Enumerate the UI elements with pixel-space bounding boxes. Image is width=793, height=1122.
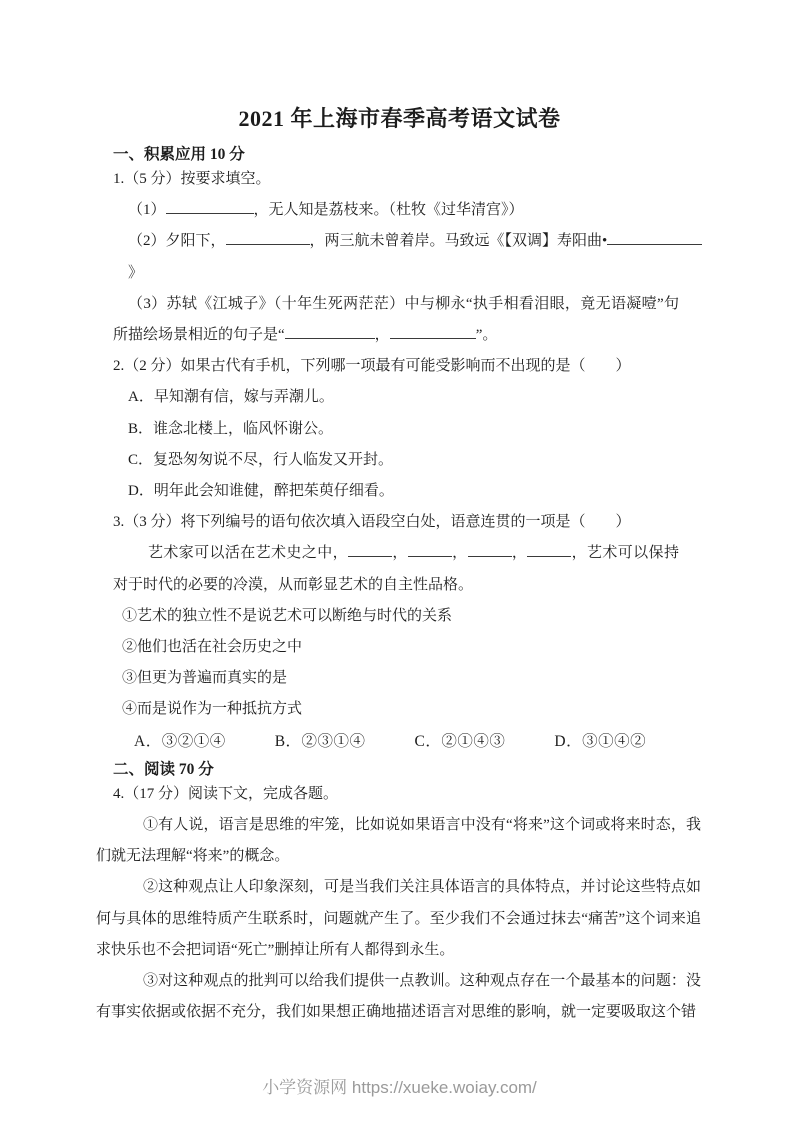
q3-passage-pre: 艺术家可以活在艺术史之中， [148, 545, 348, 562]
q3-numbered-item-4: ④而是说作为一种抵抗方式 [122, 701, 303, 718]
q4-paragraph-1: ①有人说，语言是思维的牢笼，比如说如果语言中没有“将来”这个词或将来时态，我们就无法理解“将来”的概念。 [96, 817, 701, 865]
q3-choice-a: A．③②①④ [134, 732, 226, 750]
blank-line [348, 542, 392, 557]
blank-line [226, 230, 310, 245]
q3-choice-c: C．②①④③ [414, 732, 506, 750]
q4-paragraph-2: ②这种观点让人印象深刻，可是当我们关注具体语言的具体特点，并讨论这些特点如何与具体的思维特质产生联系时，问题就产生了。至少我们不会通过抹去“痛苦”这个词来追求快乐也不会把词语“死亡”删掉让所有人都得到永生。 [96, 879, 701, 958]
q1-item-2-post: 》 [128, 264, 144, 281]
blank-line [607, 230, 702, 245]
q1-item-2 [128, 226, 703, 288]
section-heading-accumulation: 一、积累应用 10 分 [113, 146, 245, 163]
blank-line [468, 542, 512, 557]
blank-line [527, 542, 571, 557]
q1-stem: 1.（5 分）按要求填空。 [113, 171, 271, 187]
q3-choice-d: D．③①④② [554, 732, 647, 750]
q2-stem: 2.（2 分）如果古代有手机，下列哪一项最有可能受影响而不出现的是（ ） [113, 358, 631, 375]
q3-numbered-item-2: ②他们也活在社会历史之中 [122, 639, 303, 656]
q1-item-3 [113, 289, 679, 351]
q3-passage-sep: ， [451, 545, 468, 562]
q2-option-c: C．复恐匆匆说不尽，行人临发又开封。 [128, 451, 394, 468]
q3-choice-b: B．②③①④ [274, 732, 366, 750]
section-heading-reading: 二、阅读 70 分 [113, 760, 214, 778]
q1-item-3-mid: ， [374, 327, 390, 344]
blank-line [390, 324, 476, 339]
q2-option-a: A．早知潮有信，嫁与弄潮儿。 [128, 389, 334, 406]
q1-item-2-mid: ，两三航未曾着岸。马致远《【双调】寿阳曲• [309, 233, 608, 250]
q3-choices-row [134, 726, 703, 757]
q3-passage [113, 538, 679, 600]
page-title: 2021 年上海市春季高考语文试卷 [238, 106, 561, 131]
q2-option-b: B．谁念北楼上，临风怀谢公。 [128, 420, 334, 437]
q4-paragraph-3: ③对这种观点的批判可以给我们提供一点教训。这种观点存在一个最基本的问题：没有事实依据或依据不充分，我们如果想正确地描述语言对思维的影响，就一定要吸取这个错 [96, 973, 701, 1021]
blank-line [166, 199, 254, 214]
blank-line [408, 542, 452, 557]
q1-item-1-pre: （1） [128, 202, 166, 219]
q3-numbered-item-3: ③但更为普遍而真实的是 [122, 670, 288, 687]
q3-stem: 3.（3 分）将下列编号的语句依次填入语段空白处，语意连贯的一项是（ ） [113, 514, 631, 531]
q2-option-d: D．明年此会知谁健，醉把茱萸仔细看。 [128, 483, 394, 500]
q3-passage-sep: ， [391, 545, 408, 562]
q3-passage-sep: ， [511, 545, 528, 562]
q1-item-1 [128, 195, 703, 226]
q3-numbered-item-1: ①艺术的独立性不是说艺术可以断绝与时代的关系 [122, 607, 453, 624]
q4-stem: 4.（17 分）阅读下文，完成各题。 [113, 785, 339, 802]
q1-item-1-post: ，无人知是荔枝来。（杜牧《过华清宫》） [253, 202, 524, 219]
q1-item-3-pre: （3）苏轼《江城子》（十年生死两茫茫）中与柳永“执手相看泪眼，竟无语凝噎”句所描绘场景相近的句子是“ [113, 295, 679, 344]
footer-site-url: 小学资源网 https://xueke.woiay.com/ [262, 1078, 537, 1098]
q3-passage-post: ，艺术可以保持对于时代的必要的冷漠，从而彰显艺术的自主性品格。 [113, 545, 679, 593]
q1-item-2-pre: （2）夕阳下， [128, 233, 226, 250]
blank-line [285, 324, 375, 339]
q1-item-3-post: ”。 [475, 327, 498, 344]
